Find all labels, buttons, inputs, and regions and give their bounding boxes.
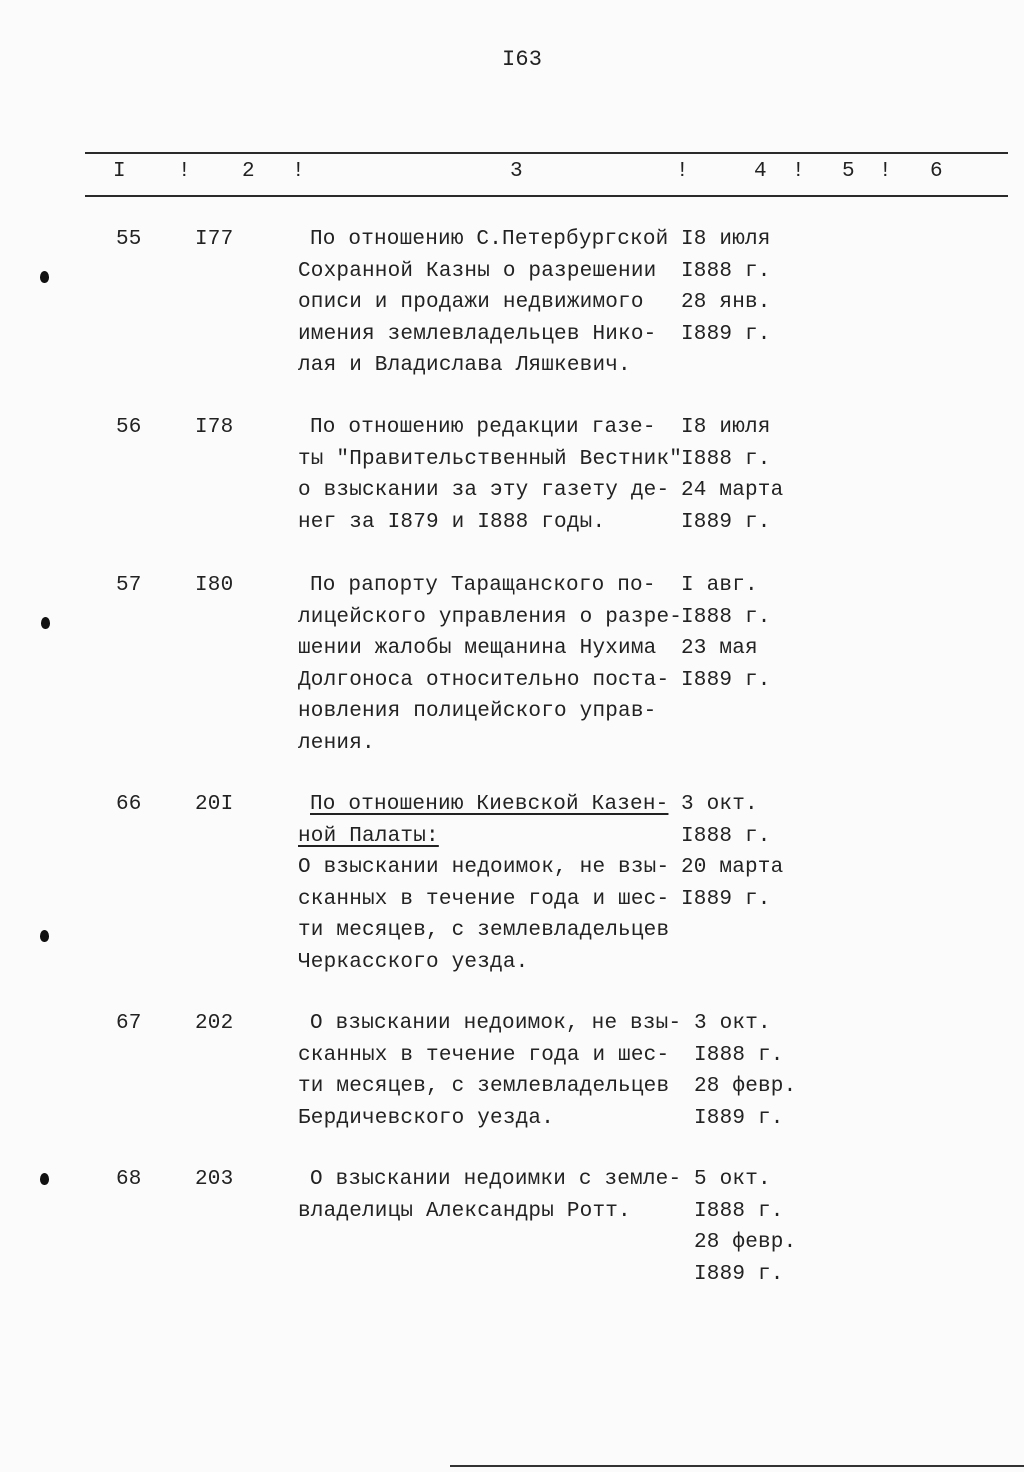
header-col-6: 6 bbox=[930, 160, 943, 183]
description-line: лицейского управления о разре- bbox=[298, 605, 683, 629]
date-line: I889 г. bbox=[694, 1106, 784, 1130]
date-line: I888 г. bbox=[681, 824, 771, 848]
description-line: По отношению Киевской Казен- bbox=[310, 793, 669, 816]
date-line: 28 янв. bbox=[681, 291, 771, 314]
hole-punch-mark bbox=[40, 930, 49, 942]
description-line: ления. bbox=[298, 731, 375, 755]
date-line: I888 г. bbox=[681, 259, 771, 283]
bottom-rule bbox=[450, 1465, 1024, 1467]
row-number: 56 bbox=[116, 416, 142, 439]
description-line: Черкасского уезда. bbox=[298, 950, 529, 974]
description-line: новления полицейского управ- bbox=[298, 700, 657, 723]
date-line: 20 марта bbox=[681, 856, 784, 879]
date-line: I8 июля bbox=[681, 228, 771, 251]
row-number: 55 bbox=[116, 228, 142, 251]
date-line: I889 г. bbox=[681, 887, 771, 911]
description-line: лая и Владислава Ляшкевич. bbox=[298, 354, 631, 377]
header-col-3: 3 bbox=[510, 160, 523, 183]
description-line: По отношению С.Петербургской bbox=[310, 228, 669, 251]
description-line: ты "Правительственный Вестник" bbox=[298, 447, 683, 471]
date-line: I888 г. bbox=[694, 1043, 784, 1067]
hole-punch-mark bbox=[40, 271, 49, 283]
date-line: I авг. bbox=[681, 574, 758, 597]
date-line: I889 г. bbox=[681, 668, 771, 692]
description-line: нег за I879 и I888 годы. bbox=[298, 510, 606, 534]
header-separator: ! bbox=[676, 160, 689, 183]
row-number: 66 bbox=[116, 793, 142, 816]
date-line: 3 окт. bbox=[694, 1012, 771, 1035]
header-col-1: I bbox=[113, 160, 126, 183]
header-bottom-rule bbox=[85, 195, 1008, 197]
date-line: I889 г. bbox=[681, 510, 771, 534]
date-line: 24 марта bbox=[681, 479, 784, 502]
description-line: О взыскании недоимок, не взы- bbox=[310, 1012, 682, 1035]
description-line: о взыскании за эту газету де- bbox=[298, 479, 670, 502]
page-number: I63 bbox=[502, 47, 543, 72]
file-number: 203 bbox=[195, 1168, 234, 1191]
description-line: сканных в течение года и шес- bbox=[298, 887, 670, 911]
file-number: I78 bbox=[195, 416, 234, 439]
date-line: 28 февр. bbox=[694, 1231, 797, 1254]
description-line: описи и продажи недвижимого bbox=[298, 291, 644, 314]
row-number: 57 bbox=[116, 574, 142, 597]
header-separator: ! bbox=[879, 160, 892, 183]
header-top-rule bbox=[85, 152, 1008, 154]
description-line: Сохранной Казны о разрешении bbox=[298, 259, 657, 283]
header-separator: ! bbox=[178, 160, 191, 183]
date-line: 3 окт. bbox=[681, 793, 758, 816]
description-line: Долгоноса относительно поста- bbox=[298, 668, 670, 692]
header-col-4: 4 bbox=[754, 160, 767, 183]
description-line: Бердичевского уезда. bbox=[298, 1106, 555, 1130]
description-line: ти месяцев, с землевладельцев bbox=[298, 1075, 670, 1098]
header-separator: ! bbox=[292, 160, 305, 183]
date-line: 28 февр. bbox=[694, 1075, 797, 1098]
row-number: 67 bbox=[116, 1012, 142, 1035]
date-line: I888 г. bbox=[681, 447, 771, 471]
description-line: О взыскании недоимок, не взы- bbox=[298, 856, 670, 879]
file-number: 202 bbox=[195, 1012, 234, 1035]
description-line: владелицы Александры Ротт. bbox=[298, 1199, 631, 1223]
date-line: I888 г. bbox=[694, 1199, 784, 1223]
description-line: О взыскании недоимки с земле- bbox=[310, 1168, 682, 1191]
file-number: 20I bbox=[195, 793, 234, 816]
header-col-2: 2 bbox=[242, 160, 255, 183]
date-line: 23 мая bbox=[681, 637, 758, 660]
description-line: сканных в течение года и шес- bbox=[298, 1043, 670, 1067]
date-line: 5 окт. bbox=[694, 1168, 771, 1191]
description-line: шении жалобы мещанина Нухима bbox=[298, 637, 657, 660]
description-line: ной Палаты: bbox=[298, 824, 439, 848]
hole-punch-mark bbox=[40, 1173, 49, 1185]
row-number: 68 bbox=[116, 1168, 142, 1191]
file-number: I77 bbox=[195, 228, 234, 251]
header-col-5: 5 bbox=[842, 160, 855, 183]
date-line: I8 июля bbox=[681, 416, 771, 439]
date-line: I889 г. bbox=[694, 1262, 784, 1286]
date-line: I888 г. bbox=[681, 605, 771, 629]
description-line: ти месяцев, с землевладельцев bbox=[298, 919, 670, 942]
hole-punch-mark bbox=[41, 617, 50, 629]
header-separator: ! bbox=[792, 160, 805, 183]
description-line: По рапорту Таращанского по- bbox=[310, 574, 656, 597]
date-line: I889 г. bbox=[681, 322, 771, 346]
description-line: имения землевладельцев Нико- bbox=[298, 322, 657, 346]
description-line: По отношению редакции газе- bbox=[310, 416, 656, 439]
file-number: I80 bbox=[195, 574, 234, 597]
